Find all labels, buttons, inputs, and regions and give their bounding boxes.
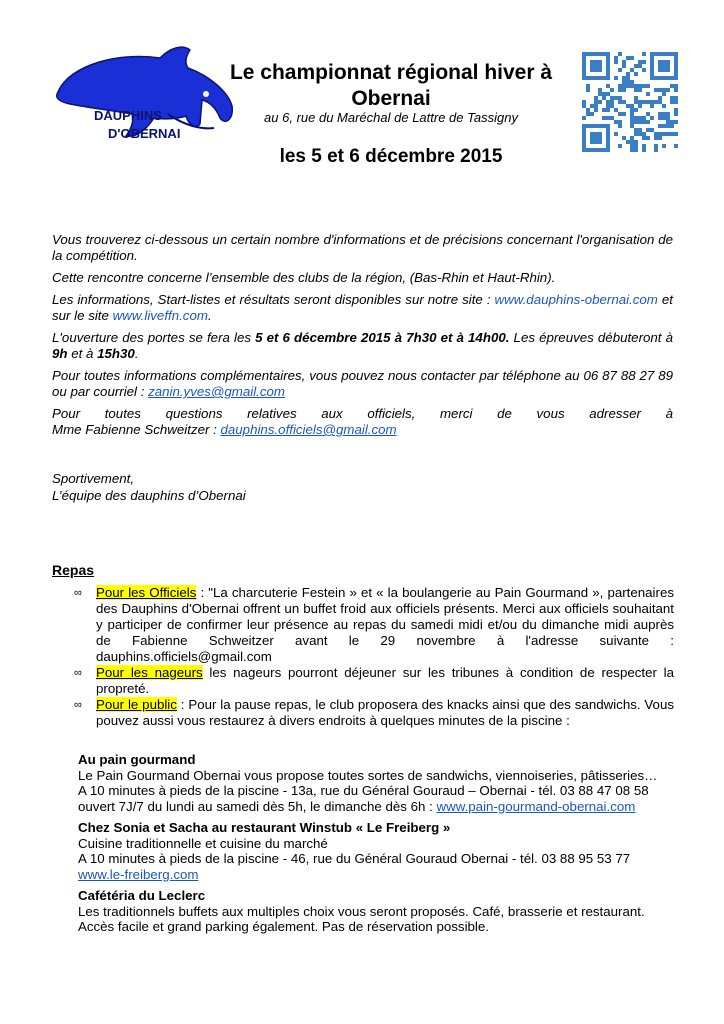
club-logo [50, 44, 236, 152]
item-label: Pour le public [96, 697, 177, 712]
dauphins-site-link[interactable]: www.dauphins-obernai.com [494, 292, 658, 307]
list-item [74, 697, 674, 729]
page-title: Le championnat régional hiver à Obernai [229, 61, 553, 110]
place-line [78, 867, 673, 883]
intro-paragraph-3: Les informations, Start-listes et résultats seront disponibles sur notre site : www.dauphins-obernai.com et sur le site www.liveffn.com. [52, 292, 673, 323]
intro-paragraph-5: Pour toutes informations complémentaires, vous pouvez nous contacter par téléphone au 06 87 88 27 89 ou par courriel : zanin.yves@gmail.com [52, 368, 673, 399]
places-list [78, 752, 673, 941]
liveffn-link[interactable]: www.liveffn.com [112, 308, 208, 323]
repas-heading: Repas [52, 562, 95, 578]
pain-gourmand-link[interactable]: www.pain-gourmand-obernai.com [436, 798, 636, 814]
list-item [74, 665, 674, 697]
place-freiberg [78, 820, 673, 882]
item-text: les nageurs pourront déjeuner sur les tribunes à condition de respecter la propreté. [96, 665, 675, 696]
place-line: Les traditionnels buffets aux multiples choix vous seront proposés. Café, brasserie et restaurant. [78, 903, 645, 919]
place-line: A 10 minutes à pieds de la piscine - 46, rue du Général Gouraud Obernai - tél. 03 88 95 53 77 [78, 851, 631, 866]
place-line: Le Pain Gourmand Obernai vous propose toutes sortes de sandwichs, viennoiseries, pâtisseries… [78, 767, 658, 783]
intro-section [52, 232, 673, 444]
place-name: Au pain gourmand [78, 752, 196, 767]
logo-text-line1: DAUPHINS [94, 108, 162, 123]
intro-paragraph-6-line2: Mme Fabienne Schweitzer : dauphins.officiels@gmail.com [52, 422, 397, 437]
freiberg-link[interactable]: www.le-freiberg.com [78, 866, 199, 882]
venue-address: au 6, rue du Maréchal de Lattre de Tassigny [264, 110, 518, 125]
intro-paragraph-1: Vous trouverez ci-dessous un certain nombre d'informations et de précisions concernant l'organisation de la compétition. [52, 232, 673, 263]
qr-code [582, 52, 678, 152]
intro-paragraph-6-line1: Pour toutes questions relatives aux officiels, merci de vous adresser à [52, 406, 673, 421]
item-text: : "La charcuterie Festein » et « la boulangerie au Pain Gourmand », partenaires des Dauphins d'Obernai offrent un buffet froid aux officiels présents. Merci aux officiels souhaitant y participer de confirmer leur présence au repas du samedi midi et/ou du dimanche midi auprès de Fabienne Schweitzer avant le 29 novembre à l'adresse suivante : dauphins.officiels@gmail.com [96, 585, 674, 664]
signature [52, 470, 452, 504]
list-item [74, 585, 674, 665]
infinity-bullet-icon: ∞ [74, 587, 82, 599]
place-name: Cafétéria du Leclerc [78, 888, 206, 903]
intro-paragraph-4: L'ouverture des portes se fera les 5 et 6 décembre 2015 à 7h30 et à 14h00. Les épreuves débuteront à 9h et à 15h30. [52, 330, 673, 361]
place-line: ouvert 7J/7 du lundi au samedi dès 5h, le dimanche dès 6h : www.pain-gourmand-obernai.com [78, 798, 636, 814]
place-pain-gourmand [78, 752, 673, 814]
intro-paragraph-2: Cette rencontre concerne l’ensemble des clubs de la région, (Bas-Rhin et Haut-Rhin). [52, 270, 556, 285]
item-text: : Pour la pause repas, le club proposera des knacks ainsi que des sandwichs. Vous pouvez aussi vous restaurez à divers endroits à quelques minutes de la piscine : [96, 697, 674, 728]
event-dates: les 5 et 6 décembre 2015 [279, 146, 503, 167]
signature-line-2: L’équipe des dauphins d’Obernai [52, 488, 246, 503]
item-label: Pour les nageurs [96, 665, 203, 680]
repas-list [74, 585, 674, 729]
contact-email-link[interactable]: zanin.yves@gmail.com [148, 384, 285, 399]
place-line: A 10 minutes à pieds de la piscine - 13a, rue du Général Gouraud – Obernai - tél. 03 88 47 08 58 [78, 783, 649, 798]
item-label: Pour les Officiels [96, 585, 197, 600]
place-line: Accès facile et grand parking également. Pas de réservation possible. [78, 919, 489, 934]
infinity-bullet-icon: ∞ [74, 667, 82, 679]
place-line: Cuisine traditionnelle et cuisine du marché [78, 835, 328, 851]
logo-text-line2: D'OBERNAI [108, 126, 181, 141]
officials-email-link[interactable]: dauphins.officiels@gmail.com [220, 422, 397, 437]
place-leclerc [78, 888, 673, 935]
place-name: Chez Sonia et Sacha au restaurant Winstub « Le Freiberg » [78, 820, 451, 835]
infinity-bullet-icon: ∞ [74, 699, 82, 711]
signature-line-1: Sportivement, [52, 471, 135, 486]
